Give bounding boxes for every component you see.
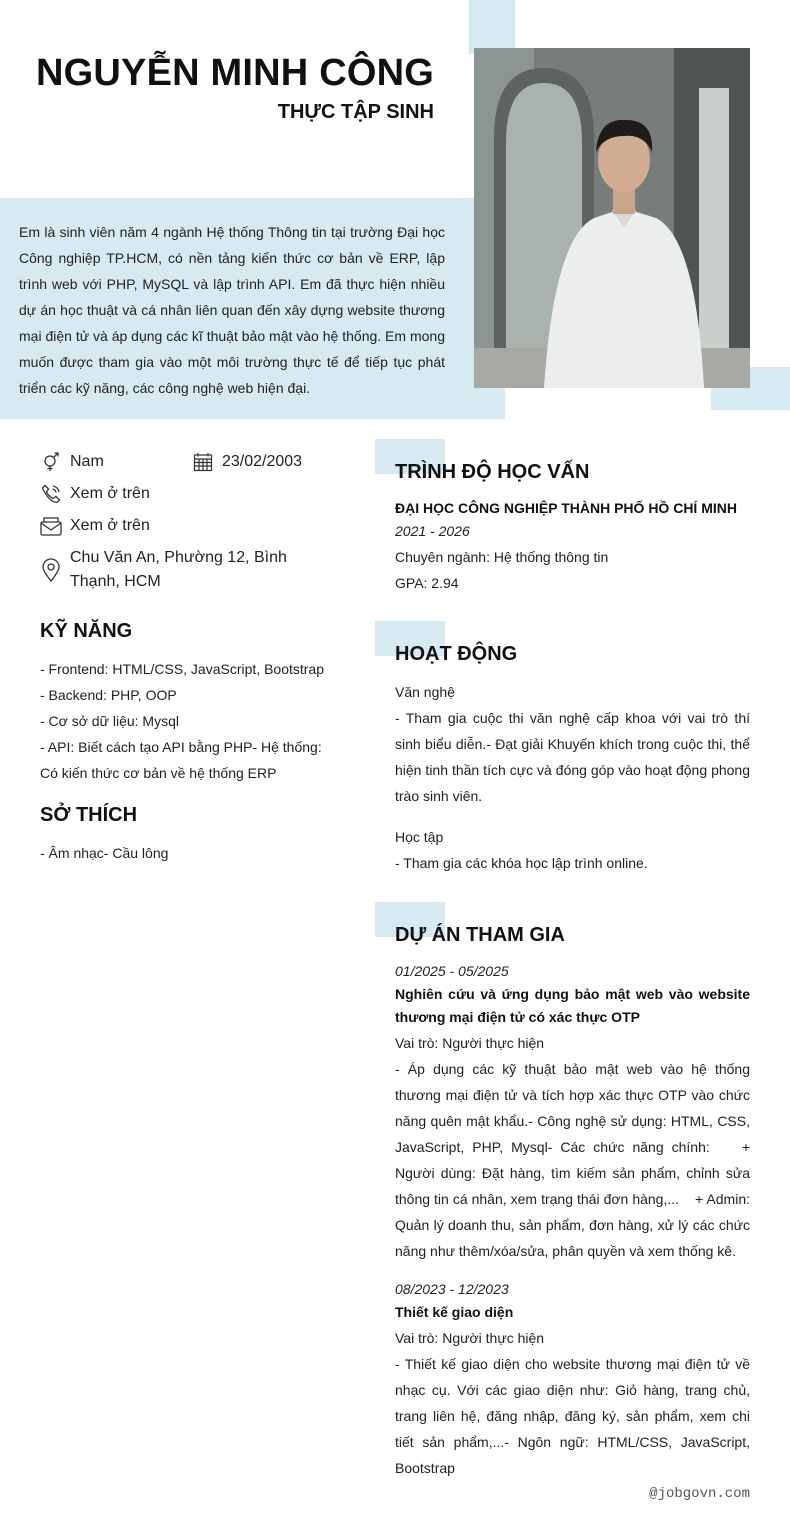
- gender-row: [40, 450, 104, 474]
- calendar-icon: [192, 450, 214, 474]
- mail-icon: [40, 514, 62, 538]
- hobbies-title: SỞ THÍCH: [40, 804, 138, 826]
- birthdate-value: 23/02/2003: [222, 453, 303, 470]
- education-gpa: GPA: 2.94: [395, 575, 459, 591]
- activity-name: Văn nghệ: [395, 684, 455, 700]
- email-row: [40, 514, 150, 538]
- birthdate-row: [192, 450, 302, 474]
- gender-value: Nam: [70, 453, 104, 470]
- project-name: Nghiên cứu và ứng dụng bảo mật web vào website thương mại điện tử có xác thực OTP: [395, 986, 750, 1025]
- email-value: Xem ở trên: [70, 517, 150, 534]
- project-name: Thiết kế giao diện: [395, 1304, 514, 1320]
- school-name: ĐẠI HỌC CÔNG NGHIỆP THÀNH PHỐ HỒ CHÍ MINH: [395, 500, 737, 516]
- phone-row: [40, 482, 150, 506]
- activity-desc: - Tham gia cuộc thi văn nghệ cấp khoa với vai trò thí sinh biểu diễn.- Đạt giải Khuyến khích trong cuộc thi, thể hiện tinh thần tích cực và đóng góp vào hoạt động phong trào sinh viên.: [395, 710, 750, 804]
- gender-icon: [40, 450, 62, 474]
- projects-section: [395, 959, 754, 1481]
- project-role: Vai trò: Người thực hiện: [395, 1330, 545, 1346]
- education-major: Chuyên ngành: Hệ thống thông tin: [395, 549, 609, 565]
- profile-photo: [474, 48, 750, 388]
- location-pin-icon: [40, 546, 62, 594]
- activities-title: HOẠT ĐỘNG: [395, 643, 518, 665]
- activity-desc: - Tham gia các khóa học lập trình online.: [395, 855, 648, 871]
- education-period: 2021 - 2026: [395, 523, 470, 539]
- education-section: [395, 497, 750, 596]
- address-value: Chu Văn An, Phường 12, Bình Thạnh, HCM: [70, 549, 287, 590]
- skill-item: - API: Biết cách tạo API bằng PHP- Hệ thống: Có kiến thức cơ bản về hệ thống ERP: [40, 739, 322, 781]
- projects-title: DỰ ÁN THAM GIA: [395, 924, 565, 946]
- skill-item: - Cơ sở dữ liệu: Mysql: [40, 713, 179, 729]
- candidate-role: THỰC TẬP SINH: [277, 101, 434, 123]
- project-period: 01/2025 - 05/2025: [395, 963, 509, 979]
- address-row: [40, 546, 340, 594]
- education-title: TRÌNH ĐỘ HỌC VẤN: [395, 461, 590, 483]
- candidate-name: NGUYỄN MINH CÔNG: [36, 52, 434, 94]
- activity-name: Học tập: [395, 829, 444, 845]
- project-desc: - Thiết kế giao diện cho website thương mại điện tử về nhạc cụ. Với các giao diện như: Giỏ hàng, trang chủ, trang liên hệ, đăng nhập, đăng ký, sản phẩm, xem chi tiết sản phẩm,...- Ngôn ngữ: HTML/CSS, JavaScript, Bootstrap: [395, 1356, 750, 1476]
- project-period: 08/2023 - 12/2023: [395, 1281, 509, 1297]
- footer-watermark: @jobgovn.com: [649, 1486, 750, 1502]
- hobbies-text: - Âm nhạc- Cầu lông: [40, 845, 169, 861]
- phone-value: Xem ở trên: [70, 485, 150, 502]
- phone-icon: [40, 482, 62, 506]
- skills-list: [40, 656, 340, 786]
- skill-item: - Backend: PHP, OOP: [40, 687, 177, 703]
- profile-photo-illustration: [474, 48, 750, 388]
- activities-section: [395, 679, 750, 876]
- skills-title: KỸ NĂNG: [40, 620, 133, 642]
- skill-item: - Frontend: HTML/CSS, JavaScript, Bootstrap: [40, 661, 324, 677]
- project-role: Vai trò: Người thực hiện: [395, 1035, 545, 1051]
- accent-block-top: [469, 0, 515, 54]
- project-desc: - Áp dụng các kỹ thuật bảo mật web vào hệ thống thương mại điện tử và tích hợp xác thực OTP vào chức năng quên mật khẩu.- Công nghệ sử dụng: HTML, CSS, JavaScript, PHP, Mysql- Các chức năng chính: + Người dùng: Đặt hàng, tìm kiếm sản phẩm, chỉnh sửa thông tin cá nhân, xem trạng thái đơn hàng,... + Admin: Quản lý doanh thu, sản phẩm, đơn hàng, xử lý các chức năng như thêm/xóa/sửa, phân quyền và xem thống kê.: [395, 1061, 754, 1259]
- profile-summary: Em là sinh viên năm 4 ngành Hệ thống Thông tin tại trường Đại học Công nghiệp TP.HCM, có nền tảng kiến thức cơ bản về ERP, lập trình web với PHP, MySQL và lập trình API. Em đã thực hiện nhiều dự án học thuật và cá nhân liên quan đến xây dựng website thương mại điện tử và áp dụng các kĩ thuật bảo mật vào hệ thống. Em mong muốn được tham gia vào một môi trường thực tế để tiếp tục phát triển các kỹ năng, các công nghệ web hiện đại.: [19, 224, 445, 396]
